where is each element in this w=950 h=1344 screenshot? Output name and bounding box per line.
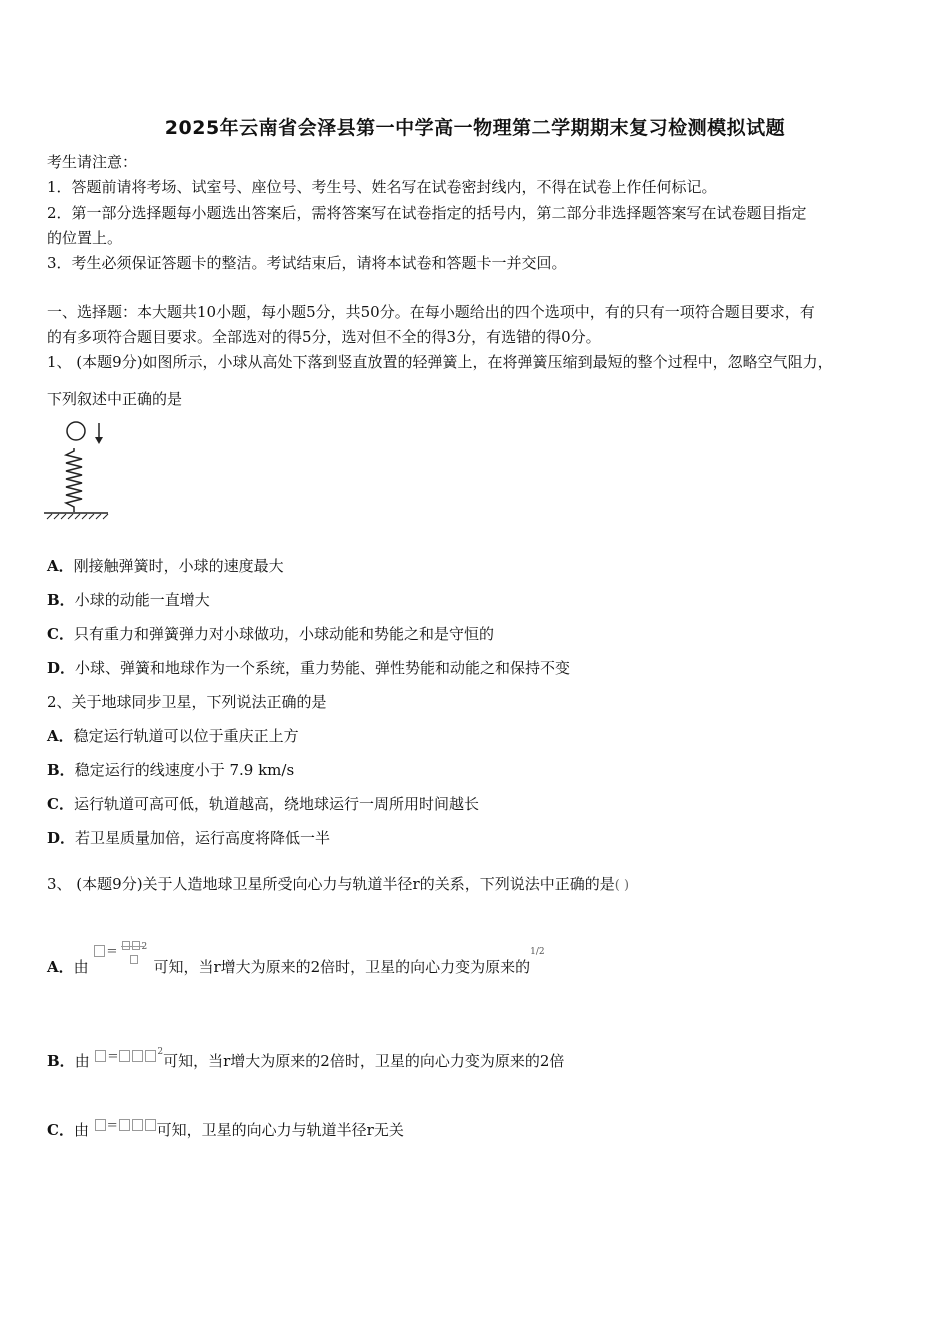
section-instructions: 的有多项符合题目要求。全部选对的得5分，选对但不全的得3分，有选错的得0分。 [47, 328, 601, 346]
formula-gravity: = 2 [93, 958, 153, 978]
question-1-option-c [47, 624, 494, 644]
option-label: C． [47, 625, 74, 643]
option-text: 刚接触弹簧时，小球的速度最大 [73, 557, 284, 575]
question-1-stem: 1、 (本题9分)如图所示，小球从高处下落到竖直放置的轻弹簧上，在将弹簧压缩到最短的整个过程中，忽略空气阻力， [47, 353, 833, 371]
option-text: 小球的动能一直增大 [74, 591, 210, 609]
option-text: 稳定运行的线速度小于 7.9 km/s [74, 761, 295, 779]
option-label: C． [47, 1121, 74, 1139]
question-2-option-d [47, 828, 330, 848]
question-2-option-c [47, 794, 479, 814]
notice-item: 2．第一部分选择题每小题选出答案后，需将答案写在试卷指定的括号内，第二部分非选择题答案写在试卷题目指定 [47, 204, 807, 222]
option-pre: 由 [74, 1052, 90, 1070]
question-3-stem [47, 874, 629, 896]
option-label: A． [47, 958, 74, 976]
option-label: B． [47, 761, 75, 779]
fraction-half: 1/2 [530, 947, 545, 957]
option-text: 稳定运行轨道可以位于重庆正上方 [73, 727, 299, 745]
notice-item: 的位置上。 [47, 229, 123, 247]
option-pre: 由 [73, 958, 89, 976]
question-3-option-a [47, 942, 545, 980]
question-1-option-b [47, 590, 210, 610]
formula-velocity: = [94, 1115, 157, 1133]
option-post: 可知，卫星的向心力与轨道半径r无关 [156, 1121, 404, 1139]
formula-centripetal: = $^2$ [94, 1046, 163, 1064]
option-label: C． [47, 795, 74, 813]
option-text: 小球、弹簧和地球作为一个系统，重力势能、弹性势能和动能之和保持不变 [75, 659, 571, 677]
question-1-stem: 下列叙述中正确的是 [47, 390, 183, 408]
notice-item: 3．考生必须保证答题卡的整洁。考试结束后，请将本试卷和答题卡一并交回。 [47, 254, 567, 272]
page-title: 2025年云南省会泽县第一中学高一物理第二学期期末复习检测模拟试题 [164, 117, 786, 139]
option-label: D． [47, 659, 76, 677]
question-1-option-d [47, 658, 570, 678]
option-text: 若卫星质量加倍，运行高度将降低一半 [75, 829, 331, 847]
question-1-option-a [47, 556, 284, 576]
notice-item: 1．答题前请将考场、试室号、座位号、考生号、姓名写在试卷密封线内，不得在试卷上作任何标记。 [47, 178, 717, 196]
option-text: 运行轨道可高可低，轨道越高，绕地球运行一周所用时间越长 [73, 795, 479, 813]
question-3-option-c [47, 1120, 404, 1142]
section-instructions: 一、选择题：本大题共10小题，每小题5分，共50分。在每小题给出的四个选项中，有的只有一项符合题目要求，有 [47, 303, 815, 321]
option-text: 只有重力和弹簧弹力对小球做功，小球动能和势能之和是守恒的 [73, 625, 494, 643]
option-label: B． [47, 1052, 75, 1070]
question-3-option-b [47, 1047, 565, 1074]
question-2-stem: 2、关于地球同步卫星，下列说法正确的是 [47, 693, 327, 711]
question-2-option-a [47, 726, 299, 746]
option-label: A． [47, 727, 74, 745]
answer-parentheses: ( ) [614, 878, 630, 893]
option-pre: 由 [73, 1121, 89, 1139]
ball-icon [67, 422, 85, 440]
option-label: B． [47, 591, 75, 609]
spring-ball-figure [44, 418, 114, 522]
spring-icon [66, 448, 82, 512]
question-2-option-b [47, 760, 294, 780]
option-post: 可知，当r增大为原来的2倍时，卫星的向心力变为原来的 [153, 958, 531, 976]
stem-text: 3、 (本题9分)关于人造地球卫星所受向心力与轨道半径r的关系，下列说法中正确的是 [47, 875, 615, 893]
notice-heading: 考生请注意： [47, 153, 138, 171]
option-label: A． [47, 557, 74, 575]
option-post: 可知，当r增大为原来的2倍时，卫星的向心力变为原来的2倍 [163, 1052, 565, 1070]
option-label: D． [47, 829, 76, 847]
